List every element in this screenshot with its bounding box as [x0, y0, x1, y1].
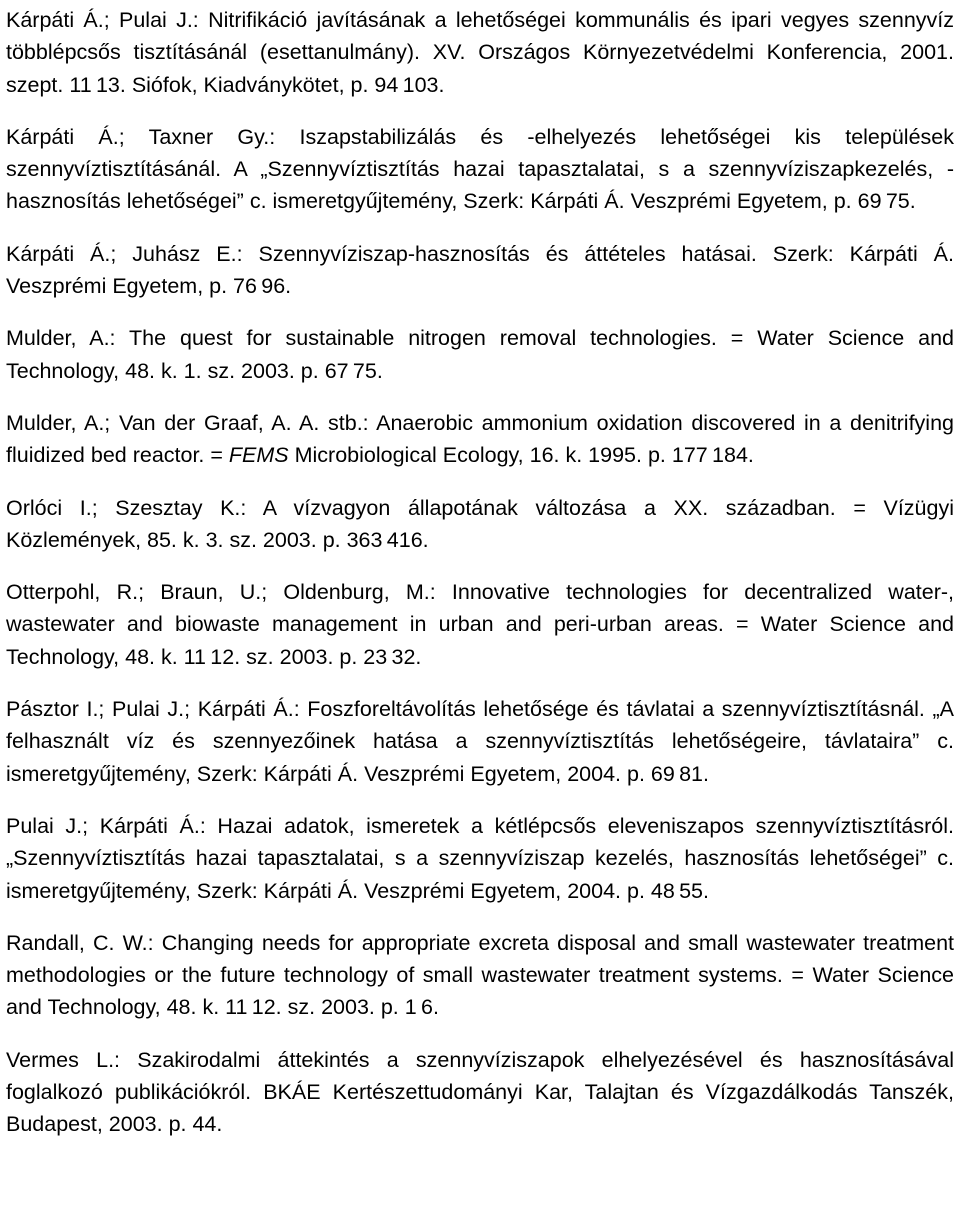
reference-entry [6, 407, 954, 472]
reference-entry [6, 576, 954, 673]
reference-entry [6, 810, 954, 907]
reference-text: Mulder, A.: The quest for sustainable nitrogen removal technologies. = Water Science and Technology, 48. k. 1. sz. 2003. p. 67 75. [6, 326, 954, 383]
reference-text: Pulai J.; Kárpáti Á.: Hazai adatok, ismeretek a kétlépcsős eleveniszapos szennyvíztisztításról. „Szennyvíztisztítás hazai tapasztalatai, s a szennyvíziszap kezelés, hasznosítás lehetőségei” c. ismeretgyűjtemény, Szerk: Kárpáti Á. Veszprémi Egyetem, 2004. p. 48 55. [6, 813, 954, 903]
reference-entry [6, 322, 954, 387]
reference-entry [6, 927, 954, 1024]
reference-text: Kárpáti Á.; Juhász E.: Szennyvíziszap-hasznosítás és áttételes hatásai. Szerk: Kárpáti Á. Veszprémi Egyetem, p. 76 96. [6, 241, 954, 299]
reference-text: Pásztor I.; Pulai J.; Kárpáti Á.: Foszforeltávolítás lehetősége és távlatai a szennyvíztisztításnál. „A felhasznált víz és szennyezőinek hatása a szennyvíztisztítás lehetőségeire, távlataira” c. ismeretgyűjtemény, Szerk: Kárpáti Á. Veszprémi Egyetem, 2004. p. 69 81. [6, 697, 954, 786]
reference-italic-text: FEMS [228, 443, 289, 468]
reference-entry [6, 1044, 954, 1141]
reference-text: Kárpáti Á.; Taxner Gy.: Iszapstabilizálás és -elhelyezés lehetőségei kis települések szennyvíztisztításánál. A „Szennyvíztisztítás hazai tapasztalatai, s a szennyvíziszapkezelés, -hasznosítás lehetőségei” c. ismeretgyűjtemény, Szerk: Kárpáti Á. Veszprémi Egyetem, p. 69 75. [6, 124, 954, 214]
reference-entry [6, 492, 954, 557]
reference-text: Orlóci I.; Szesztay K.: A vízvagyon állapotának változása a XX. században. = Vízügyi Közlemények, 85. k. 3. sz. 2003. p. 363 416. [6, 495, 954, 552]
reference-entry [6, 693, 954, 790]
reference-text: Mulder, A.; Van der Graaf, A. A. stb.: Anaerobic ammonium oxidation discovered in a denitrifying fluidized bed reactor. = [6, 410, 954, 468]
reference-text: Vermes L.: Szakirodalmi áttekintés a szennyvíziszapok elhelyezésével és hasznosításával foglalkozó publikációkról. BKÁE Kertészettudományi Kar, Talajtan és Vízgazdálkodás Tanszék, Budapest, 2003. p. 44. [6, 1047, 954, 1137]
reference-text: Randall, C. W.: Changing needs for appropriate excreta disposal and small wastewater treatment methodologies or the future technology of small wastewater treatment systems. = Water Science and Technology, 48. k. 11 12. sz. 2003. p. 1 6. [6, 930, 954, 1020]
reference-text: Otterpohl, R.; Braun, U.; Oldenburg, M.: Innovative technologies for decentralized water-, wastewater and biowaste management in urban and peri-urban areas. = Water Science and Technology, 48. k. 11 12. sz. 2003. p. 23 32. [6, 580, 954, 669]
reference-entry [6, 4, 954, 101]
reference-entry [6, 238, 954, 303]
reference-entry [6, 121, 954, 218]
reference-list [6, 4, 954, 1141]
reference-text: Kárpáti Á.; Pulai J.: Nitrifikáció javításának a lehetőségei kommunális és ipari vegyes szennyvíz többlépcsős tisztításánál (esettanulmány). XV. Országos Környezetvédelmi Konferencia, 2001. szept. 11 13. Siófok, Kiadványkötet, p. 94 103. [6, 8, 954, 97]
reference-text: Microbiological Ecology, 16. k. 1995. p. 177 184. [288, 443, 754, 468]
